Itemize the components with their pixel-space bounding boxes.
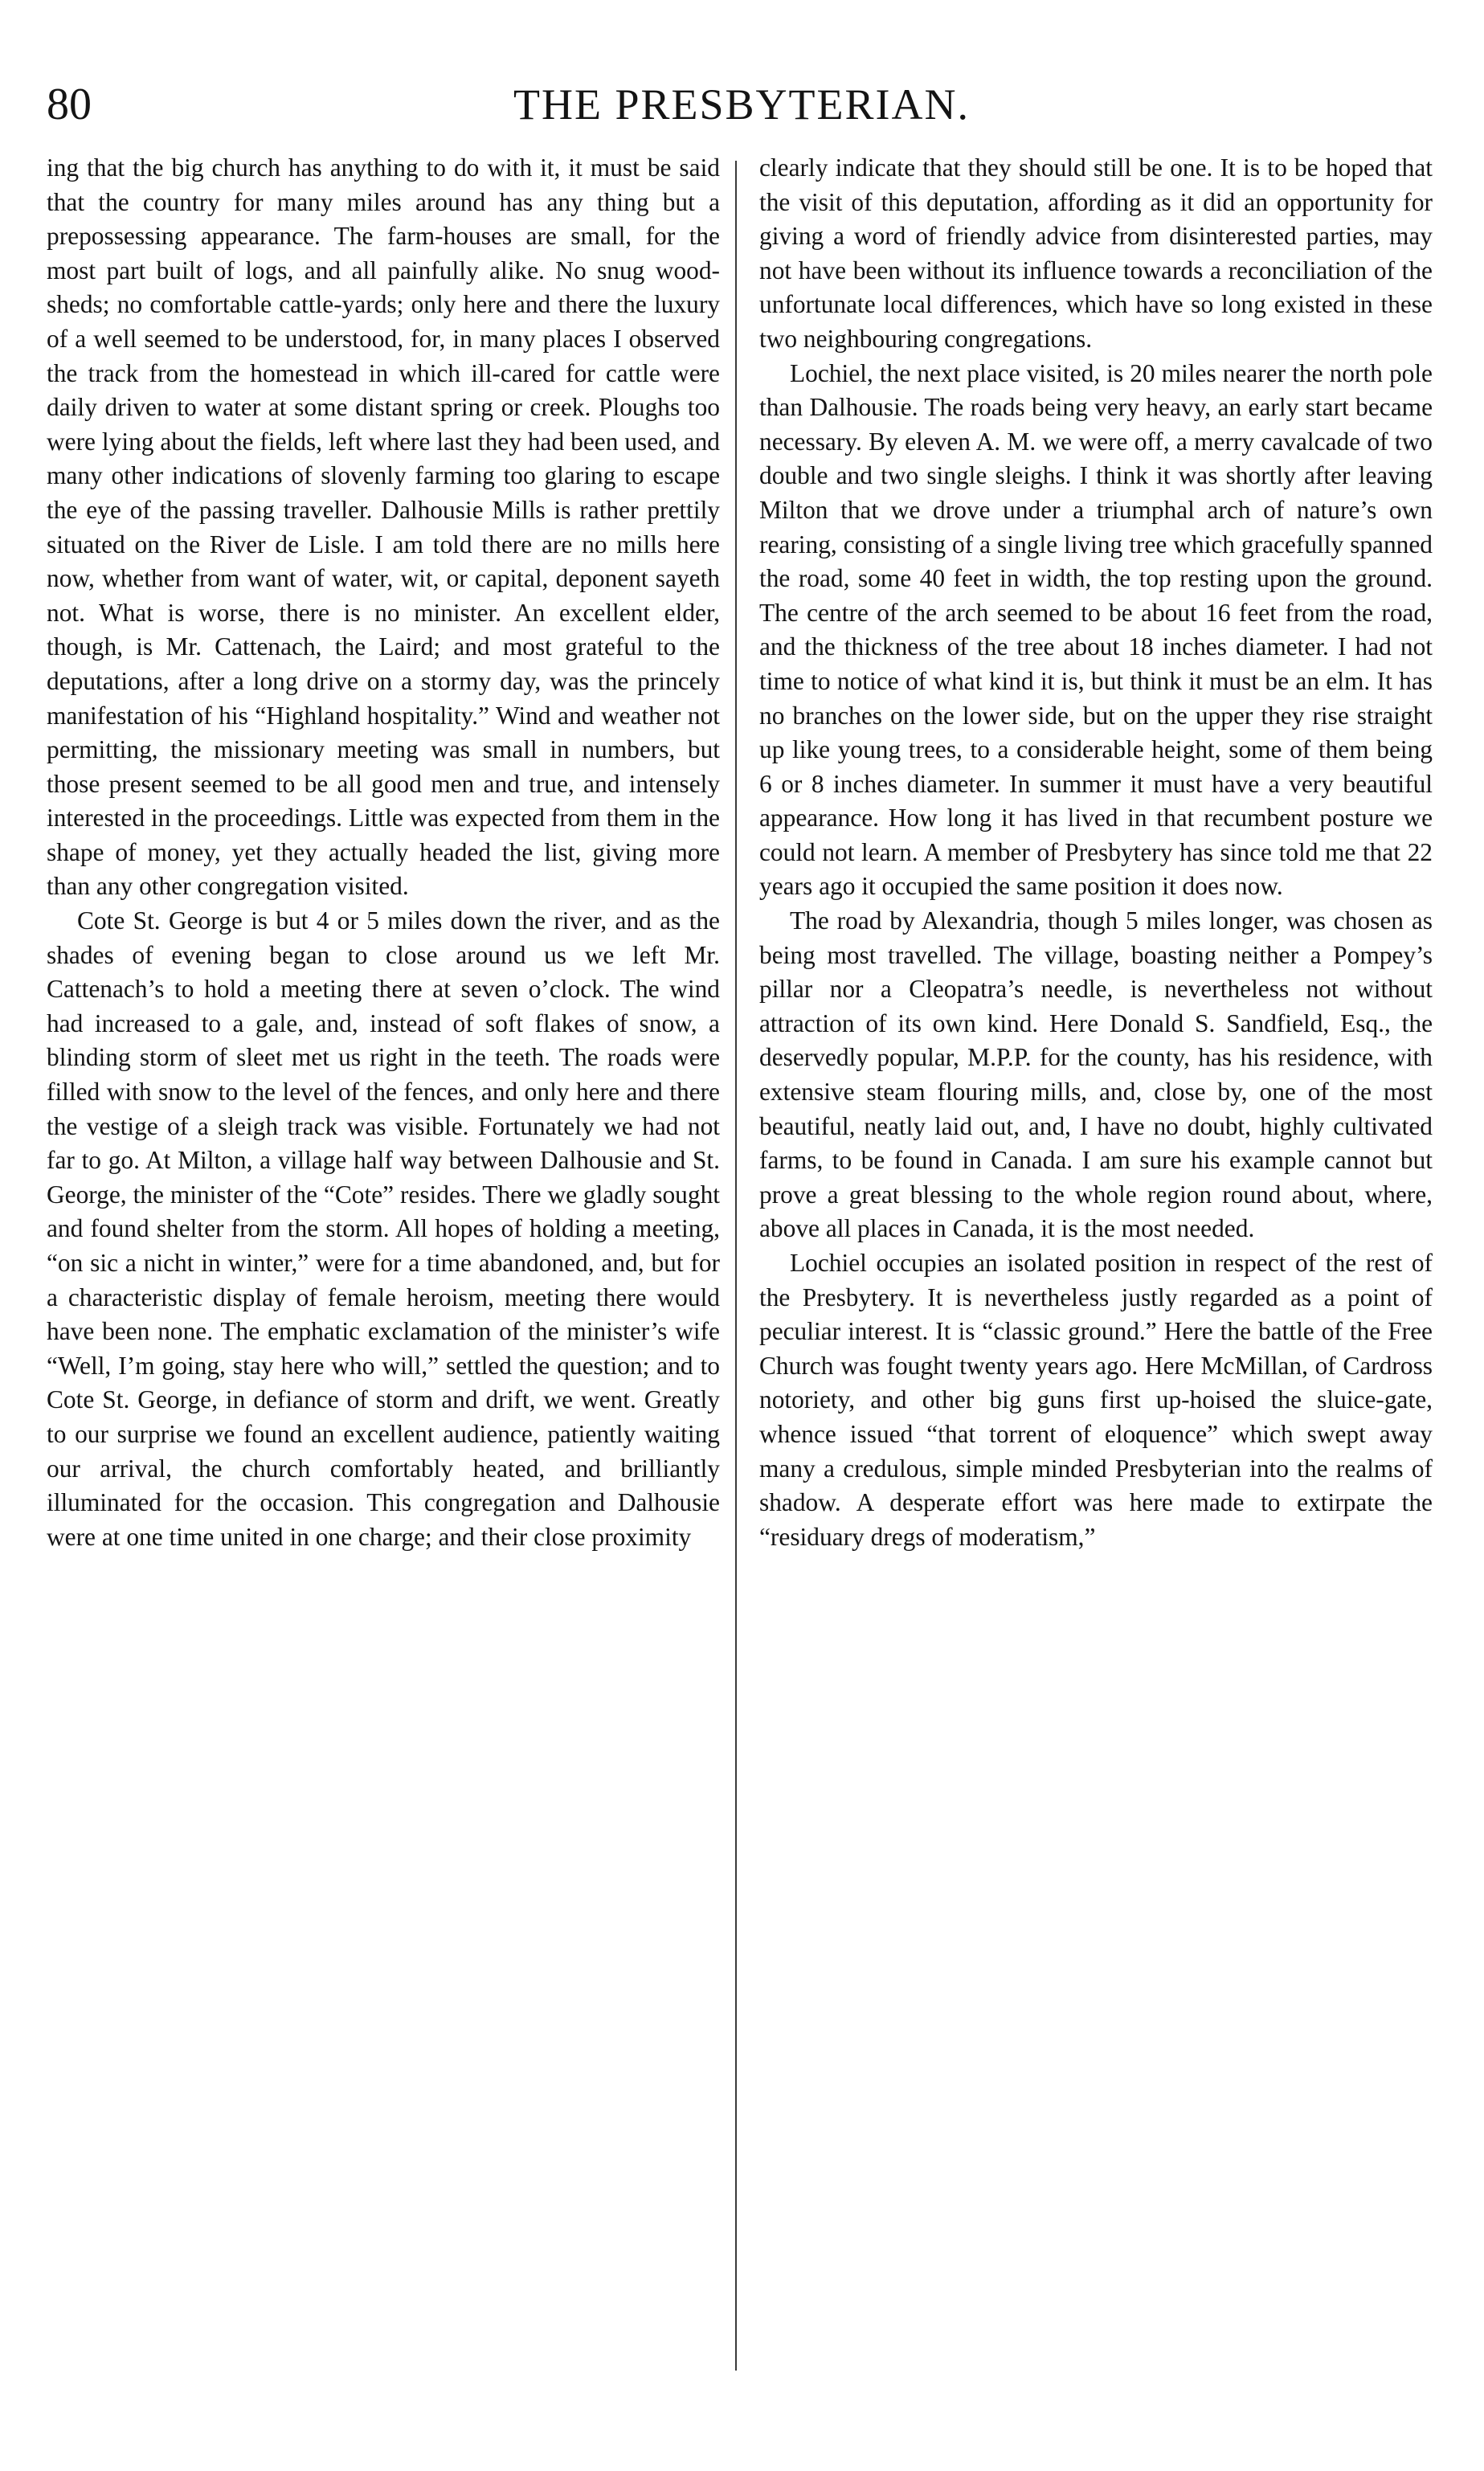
page-header	[47, 72, 1437, 137]
column-divider	[735, 161, 737, 2371]
paragraph: ing that the big church has anything to do with it, it must be said that the country for many miles around has any thing but a prepossessing appearance. The farm-houses are small, for the most part built of logs, and all painfully alike. No snug wood-sheds; no comfortable cattle-yards; only here and there the luxury of a well seemed to be understood, for, in many places I observed the track from the homestead in which ill-cared for cattle were daily driven to water at some distant spring or creek. Ploughs too were lying about the fields, left where last they had been used, and many other indications of slovenly farming too glaring to escape the eye of the passing traveller. Dalhousie Mills is rather prettily situated on the River de Lisle. I am told there are no mills here now, whether from want of water, wit, or capital, deponent sayeth not. What is worse, there is no minister. An excellent elder, though, is Mr. Cattenach, the Laird; and most grateful to the deputations, after a long drive on a stormy day, was the princely manifestation of his “Highland hospitality.” Wind and weather not permitting, the missionary meeting was small in numbers, but those present seemed to be all good men and true, and intensely interested in the proceedings. Little was expected from them in the shape of money, yet they actually headed the list, giving more than any other congregation visited.	[47, 153, 720, 901]
page-number: 80	[47, 80, 92, 129]
paragraph: Cote St. George is but 4 or 5 miles down the river, and as the shades of evening began to close around us we left Mr. Cattenach’s to hold a meeting there at seven o’clock. The wind had increased to a gale, and, instead of soft flakes of snow, a blinding storm of sleet met us right in the teeth. The roads were filled with snow to the level of the fences, and only here and there the vestige of a sleigh track was visible. Fortunately we had not far to go. At Milton, a village half way between Dalhousie and St. George, the minister of the “Cote” resides. There we gladly sought and found shelter from the storm. All hopes of holding a meeting, “on sic a nicht in winter,” were for a time abandoned, and, but for a characteristic display of female heroism, meeting there would have been none. The emphatic exclamation of the minister’s wife “Well, I’m going, stay here who will,” settled the question; and to Cote St. George, in defiance of storm and drift, we went. Greatly to our surprise we found an excellent audience, patiently waiting our arrival, the church comfortably heated, and brilliantly illuminated for the occasion. This congregation and Dalhousie were at one time united in one charge; and their close proximity	[47, 906, 720, 1551]
right-column	[759, 151, 1433, 1554]
paragraph: clearly indicate that they should still be one. It is to be hoped that the visit of this deputation, affording as it did an opportunity for giving a word of friendly advice from disinterested parties, may not have been without its influence towards a reconciliation of the unfortunate local differences, which have so long existed in these two neighbouring congregations.	[759, 153, 1433, 353]
running-title: THE PRESBYTERIAN.	[513, 80, 970, 129]
paragraph: Lochiel occupies an isolated position in respect of the rest of the Presbytery. It is nevertheless justly regarded as a point of peculiar interest. It is “classic ground.” Here the battle of the Free Church was fought twenty years ago. Here McMillan, of Cardross notoriety, and other big guns first up-hoised the sluice-gate, whence issued “that torrent of eloquence” which swept away many a credulous, simple minded Presbyterian into the realms of shadow. A desperate effort was here made to extirpate the “residuary dregs of moderatism,”	[759, 1249, 1433, 1551]
paragraph: The road by Alexandria, though 5 miles longer, was chosen as being most travelled. The village, boasting neither a Pompey’s pillar nor a Cleopatra’s needle, is nevertheless not without attraction of its own kind. Here Donald S. Sandfield, Esq., the deservedly popular, M.P.P. for the county, has his residence, with extensive steam flouring mills, and, close by, one of the most beautiful, neatly laid out, and, I have no doubt, highly cultivated farms, to be found in Canada. I am sure his example cannot but prove a great blessing to the whole region round about, where, above all places in Canada, it is the most needed.	[759, 906, 1433, 1243]
left-column	[47, 151, 720, 1554]
paragraph: Lochiel, the next place visited, is 20 miles nearer the north pole than Dalhousie. The roads being very heavy, an early start became necessary. By eleven A. M. we were off, a merry cavalcade of two double and two single sleighs. I think it was shortly after leaving Milton that we drove under a triumphal arch of nature’s own rearing, consisting of a single living tree which gracefully spanned the road, some 40 feet in width, the top resting upon the ground. The centre of the arch seemed to be about 16 feet from the road, and the thickness of the tree about 18 inches diameter. I had not time to notice of what kind it is, but think it must be an elm. It has no branches on the lower side, but on the upper they rise straight up like young trees, to a considerable height, some of them being 6 or 8 inches diameter. In summer it must have a very beautiful appearance. How long it has lived in that recumbent posture we could not learn. A member of Presbytery has since told me that 22 years ago it occupied the same position it does now.	[759, 358, 1433, 901]
